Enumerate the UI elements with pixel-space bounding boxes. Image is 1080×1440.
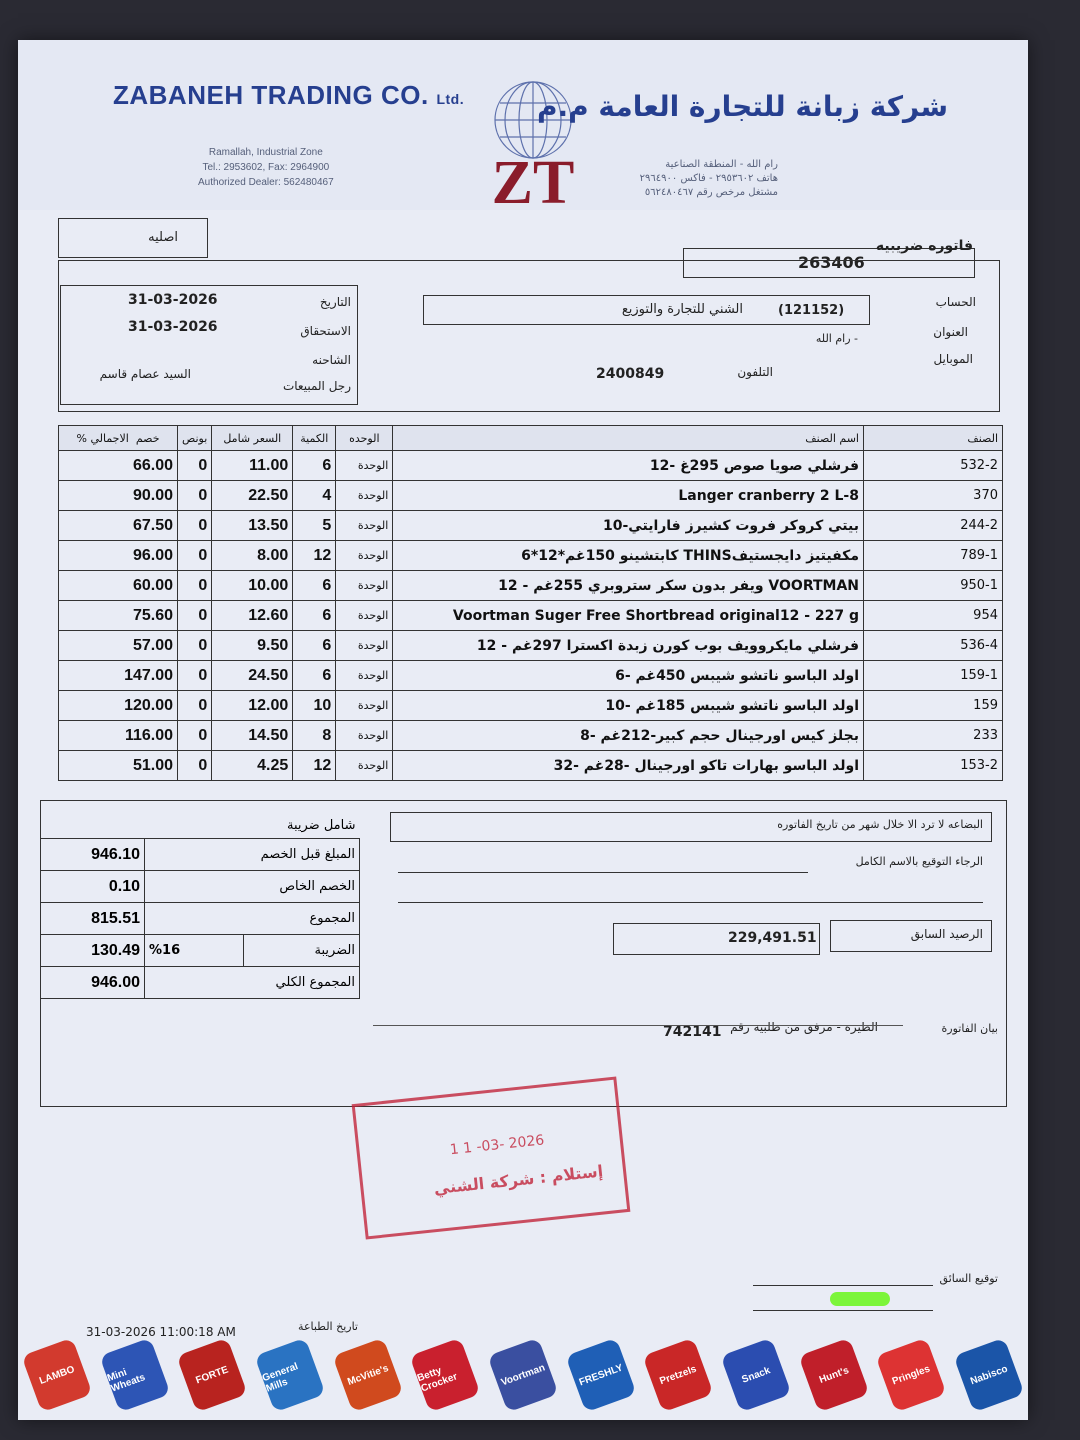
sum-label: المجموع xyxy=(145,903,360,935)
item-qty: 8 xyxy=(293,721,336,751)
table-row xyxy=(59,571,1003,601)
item-name: Voortman Suger Free Shortbread original12 - 227 g xyxy=(393,601,864,631)
item-name: اولد الباسو بهارات تاكو اورجينال -28غم -32 xyxy=(393,751,864,781)
col-qty: الكمية xyxy=(293,426,336,451)
statement-text: الطيره - مرفق من طلبيه رقم xyxy=(730,1020,878,1034)
item-name: اولد الباسو ناتشو شيبس 450غم -6 xyxy=(393,661,864,691)
item-code: 532-2 xyxy=(864,451,1003,481)
items-body xyxy=(59,451,1003,781)
brand-logo: FRESHLY xyxy=(565,1338,636,1413)
returns-note: البضاعه لا ترد الا خلال شهر من تاريخ الفاتوره xyxy=(777,818,983,831)
brand-logo: Pretzels xyxy=(643,1338,714,1413)
table-row xyxy=(59,451,1003,481)
items-header-row xyxy=(59,426,1003,451)
item-price: 24.50 xyxy=(212,661,293,691)
customer-code: (121152) xyxy=(778,303,845,318)
tax-rate: %16 xyxy=(145,935,244,967)
item-code: 153-2 xyxy=(864,751,1003,781)
item-bonus: 0 xyxy=(178,511,212,541)
table-row xyxy=(59,511,1003,541)
item-code: 244-2 xyxy=(864,511,1003,541)
item-total: 96.00 xyxy=(59,541,178,571)
special-discount-value: 0.10 xyxy=(41,871,145,903)
brand-logo: Hunt's xyxy=(798,1338,869,1413)
item-total: 75.60 xyxy=(59,601,178,631)
summary-frame xyxy=(40,800,1007,1107)
item-price: 14.50 xyxy=(212,721,293,751)
customer-label: الحساب xyxy=(935,295,976,309)
brand-logo: FORTE xyxy=(177,1338,248,1413)
brand-logo: General Mills xyxy=(254,1338,325,1413)
before-discount-label: المبلغ قبل الخصم xyxy=(145,839,360,871)
item-price: 11.00 xyxy=(212,451,293,481)
prev-balance-value: 229,491.51 xyxy=(728,930,817,946)
table-row xyxy=(59,721,1003,751)
item-code: 536-4 xyxy=(864,631,1003,661)
item-name: فرشلي صويا صوص 295غ -12 xyxy=(393,451,864,481)
globe-logo-icon xyxy=(458,45,608,215)
tax-inclusive-label: شامل ضريبة xyxy=(286,817,356,833)
item-unit: الوحدة xyxy=(336,481,393,511)
item-qty: 6 xyxy=(293,571,336,601)
item-unit: الوحدة xyxy=(336,601,393,631)
item-qty: 10 xyxy=(293,691,336,721)
item-total: 60.00 xyxy=(59,571,178,601)
item-code: 159-1 xyxy=(864,661,1003,691)
item-bonus: 0 xyxy=(178,751,212,781)
item-qty: 12 xyxy=(293,541,336,571)
item-qty: 6 xyxy=(293,601,336,631)
item-qty: 6 xyxy=(293,631,336,661)
invoice-date: 31-03-2026 xyxy=(128,292,218,308)
receipt-stamp xyxy=(352,1076,631,1239)
item-name: اولد الباسو ناتشو شيبس 185غم -10 xyxy=(393,691,864,721)
table-row xyxy=(59,661,1003,691)
print-date: 31-03-2026 11:00:18 AM xyxy=(86,1325,236,1339)
invoice-sheet xyxy=(18,40,1028,1420)
item-bonus: 0 xyxy=(178,691,212,721)
driver-sign-line xyxy=(753,1285,933,1286)
driver-sign-line-2 xyxy=(753,1310,933,1311)
table-row xyxy=(59,541,1003,571)
col-unit: الوحده xyxy=(336,426,393,451)
item-total: 51.00 xyxy=(59,751,178,781)
salesman-label: رجل المبيعات xyxy=(282,379,351,393)
item-price: 8.00 xyxy=(212,541,293,571)
brand-logo: McVitie's xyxy=(332,1338,403,1413)
col-price: السعر شامل xyxy=(212,426,293,451)
stamp-date: 1 1 -03- 2026 xyxy=(449,1132,546,1159)
invoice-title: فاتوره ضريبيه xyxy=(875,238,973,254)
mobile-label: الموبايل xyxy=(933,352,973,366)
company-contact-ar: رام الله - المنطقة الصناعية هاتف ٢٩٥٣٦٠٢ - فاكس ٢٩٦٤٩٠٠ مشتغل مرخص رقم ٥٦٢٤٨٠٤٦٧ xyxy=(639,159,778,198)
date-label: التاريخ xyxy=(319,295,351,309)
item-name: VOORTMAN ويفر بدون سكر ستروبري 255غم - 12 xyxy=(393,571,864,601)
table-row xyxy=(59,631,1003,661)
driver-sign-label: توقيع السائق xyxy=(939,1272,998,1285)
item-bonus: 0 xyxy=(178,451,212,481)
item-unit: الوحدة xyxy=(336,691,393,721)
item-price: 10.00 xyxy=(212,571,293,601)
item-unit: الوحدة xyxy=(336,661,393,691)
item-qty: 5 xyxy=(293,511,336,541)
brand-logo: LAMBO xyxy=(21,1338,92,1413)
item-bonus: 0 xyxy=(178,631,212,661)
table-row xyxy=(59,751,1003,781)
sign-request-label: الرجاء التوقيع بالاسم الكامل xyxy=(855,855,983,868)
brand-logo: Snack xyxy=(720,1338,791,1413)
brand-logo: Mini Wheats xyxy=(99,1338,170,1413)
customer-name: الشني للتجارة والتوزيع xyxy=(621,302,743,317)
item-code: 159 xyxy=(864,691,1003,721)
address-value: - رام الله xyxy=(815,332,858,345)
items-table xyxy=(58,425,1003,781)
print-date-label: تاريخ الطباعة xyxy=(298,1320,358,1333)
brand-logo: Betty Crocker xyxy=(410,1338,481,1413)
order-number: 742141 xyxy=(663,1024,722,1040)
salesman-name: السيد عصام قاسم xyxy=(99,367,191,381)
grand-total-label: المجموع الكلي xyxy=(145,967,360,999)
phone-label: التلفون xyxy=(737,365,773,379)
item-name: بجلز كيس اورجينال حجم كبير-212غم -8 xyxy=(393,721,864,751)
brand-logo: Pringles xyxy=(876,1338,947,1413)
company-name-ar: شركة زبانة للتجارة العامة م.م xyxy=(537,90,948,123)
col-code: الصنف xyxy=(864,426,1003,451)
invoice-number: 263406 xyxy=(798,253,865,272)
brand-logo: Nabisco xyxy=(953,1338,1024,1413)
logo-letters: ZT xyxy=(491,149,575,215)
item-code: 233 xyxy=(864,721,1003,751)
item-qty: 12 xyxy=(293,751,336,781)
statement-label: بيان الفاتورة xyxy=(941,1022,998,1035)
company-name-en: ZABANEH TRADING CO. Ltd. xyxy=(113,80,465,110)
item-unit: الوحدة xyxy=(336,541,393,571)
item-code: 954 xyxy=(864,601,1003,631)
item-total: 66.00 xyxy=(59,451,178,481)
tax-value: 130.49 xyxy=(41,935,145,967)
item-name: مكفيتيز دايجستيفTHINS كابتشينو 150غم*12*6 xyxy=(393,541,864,571)
truck-label: الشاحنه xyxy=(312,353,351,367)
item-total: 120.00 xyxy=(59,691,178,721)
item-price: 9.50 xyxy=(212,631,293,661)
statement-line xyxy=(373,1025,903,1026)
item-bonus: 0 xyxy=(178,661,212,691)
item-bonus: 0 xyxy=(178,481,212,511)
company-contact-en: Ramallah, Industrial Zone Tel.: 2953602, Fax: 2964900 Authorized Dealer: 562480467 xyxy=(198,147,334,188)
item-bonus: 0 xyxy=(178,571,212,601)
item-price: 12.60 xyxy=(212,601,293,631)
grand-total-value: 946.00 xyxy=(41,967,145,999)
before-discount-value: 946.10 xyxy=(41,839,145,871)
item-name: بيتي كروكر فروت كشيرز فارايتي-10 xyxy=(393,511,864,541)
table-row xyxy=(59,481,1003,511)
item-qty: 6 xyxy=(293,661,336,691)
letterhead xyxy=(18,40,1028,215)
item-price: 22.50 xyxy=(212,481,293,511)
copy-label: اصليه xyxy=(148,230,178,245)
special-discount-label: الخصم الخاص xyxy=(145,871,360,903)
brand-logo: Voortman xyxy=(487,1338,558,1413)
item-total: 90.00 xyxy=(59,481,178,511)
item-unit: الوحدة xyxy=(336,571,393,601)
tax-label: الضريبة xyxy=(244,935,360,967)
table-row xyxy=(59,691,1003,721)
sum-value: 815.51 xyxy=(41,903,145,935)
item-bonus: 0 xyxy=(178,601,212,631)
address-label: العنوان xyxy=(933,325,968,339)
item-price: 12.00 xyxy=(212,691,293,721)
item-total: 116.00 xyxy=(59,721,178,751)
item-unit: الوحدة xyxy=(336,631,393,661)
item-total: 67.50 xyxy=(59,511,178,541)
item-unit: الوحدة xyxy=(336,751,393,781)
stamp-text: إستلام : شركة الشني xyxy=(432,1161,604,1199)
item-qty: 4 xyxy=(293,481,336,511)
col-name: اسم الصنف xyxy=(393,426,864,451)
item-qty: 6 xyxy=(293,451,336,481)
col-bonus: بونص xyxy=(178,426,212,451)
item-price: 13.50 xyxy=(212,511,293,541)
item-total: 147.00 xyxy=(59,661,178,691)
item-code: 370 xyxy=(864,481,1003,511)
item-total: 57.00 xyxy=(59,631,178,661)
item-unit: الوحدة xyxy=(336,511,393,541)
item-bonus: 0 xyxy=(178,721,212,751)
due-label: الاستحقاق xyxy=(300,324,351,338)
item-code: 789-1 xyxy=(864,541,1003,571)
item-name: Langer cranberry 2 L-8 xyxy=(393,481,864,511)
brand-logo-strip xyxy=(18,1330,1028,1420)
col-total: % خصم الاجمالي xyxy=(59,426,178,451)
item-name: فرشلي مايكروويف بوب كورن زبدة اكسترا 297غم - 12 xyxy=(393,631,864,661)
due-date: 31-03-2026 xyxy=(128,319,218,335)
prev-balance-label: الرصيد السابق xyxy=(910,927,983,941)
item-bonus: 0 xyxy=(178,541,212,571)
item-unit: الوحدة xyxy=(336,721,393,751)
item-price: 4.25 xyxy=(212,751,293,781)
item-unit: الوحدة xyxy=(336,451,393,481)
table-row xyxy=(59,601,1003,631)
item-code: 950-1 xyxy=(864,571,1003,601)
phone-value: 2400849 xyxy=(596,366,665,382)
highlighter-mark xyxy=(830,1292,890,1306)
